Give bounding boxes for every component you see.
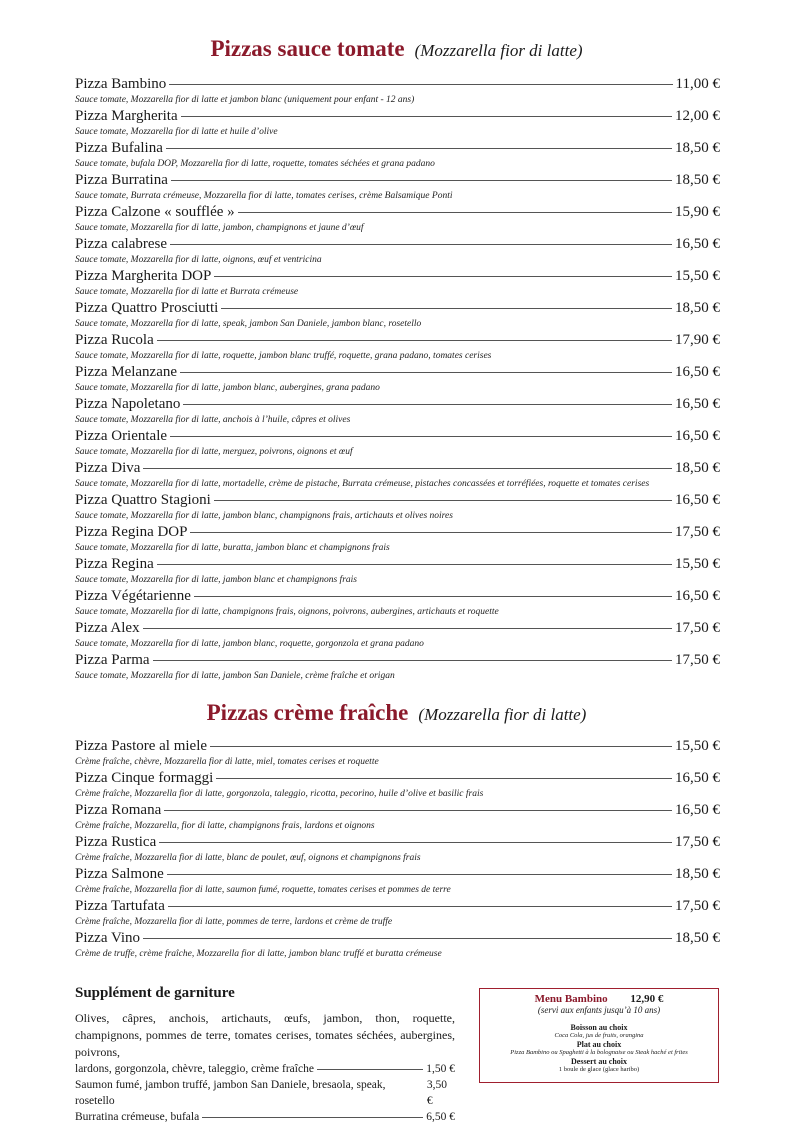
menu-item [75,491,720,523]
menu-item-row [75,267,720,286]
menu-item-price: 16,50 € [675,770,720,786]
menu-item-description: Sauce tomate, Mozzarella fior di latte, champignons frais, oignons, poivrons, aubergines, artichauts et roquette [75,607,499,617]
menu-item-price: 15,50 € [675,556,720,572]
menu-list-creme [75,737,720,961]
supplement-block [75,985,455,1125]
menu-item-row [75,363,720,382]
menu-item-row [75,75,720,94]
menu-item-name: Pizza Tartufata [75,898,165,914]
menu-item-description: Sauce tomate, Mozzarella fior di latte et Burrata crémeuse [75,287,299,297]
leader-line [167,874,672,875]
menu-item-row [75,299,720,318]
menu-item-price: 16,50 € [675,428,720,444]
leader-line [169,84,672,85]
bambino-drink-title: Boisson au choix [570,1023,628,1032]
section-subtitle: (Mozzarella fior di latte) [414,41,583,60]
menu-item-row [75,737,720,756]
leader-line [157,340,672,341]
menu-item-price: 17,50 € [675,834,720,850]
menu-item-name: Pizza Diva [75,460,141,476]
menu-item [75,75,720,107]
menu-item-name: Pizza Margherita DOP [75,268,212,284]
leader-line [317,1069,423,1070]
leader-line [166,148,672,149]
menu-item-price: 16,50 € [675,364,720,380]
supplement-line [75,1077,455,1109]
menu-item [75,395,720,427]
menu-item-price: 18,50 € [675,460,720,476]
menu-item [75,267,720,299]
bambino-header [480,993,718,1005]
supplement-title: Supplément de garniture [75,985,235,1001]
menu-item-name: Pizza Salmone [75,866,164,882]
menu-item-row [75,897,720,916]
menu-item-description: Sauce tomate, Mozzarella fior di latte, speak, jambon San Daniele, jambon blanc, rosetello [75,319,422,329]
menu-item [75,299,720,331]
leader-line [159,842,672,843]
supplement-line-price: 1,50 € [426,1063,455,1075]
menu-item [75,801,720,833]
menu-item-name: Pizza Regina [75,556,154,572]
menu-item [75,235,720,267]
leader-line [180,372,672,373]
menu-item-price: 18,50 € [675,140,720,156]
leader-line [221,308,672,309]
leader-line [170,436,672,437]
menu-item [75,331,720,363]
supplement-line-label: Burratina crémeuse, bufala [75,1111,200,1123]
menu-item-row [75,171,720,190]
menu-item-description: Crème fraîche, Mozzarella fior di latte, pommes de terre, lardons et crème de truffe [75,917,393,927]
menu-item-description: Crème fraîche, Mozzarella fior di latte, blanc de poulet, œuf, oignons et champignons frais [75,853,421,863]
menu-item-price: 15,50 € [675,738,720,754]
bambino-dish-text: Pizza Bambino ou Spaghetti à la bolognaise ou Steak haché et frites [510,1049,688,1056]
menu-bambino-box [479,988,719,1083]
menu-item-row [75,107,720,126]
leader-line [157,564,672,565]
menu-item-name: Pizza Rucola [75,332,154,348]
supplement-line [75,1109,455,1125]
menu-item-name: Pizza Quattro Stagioni [75,492,211,508]
bambino-note: (servi aux enfants jusqu’à 10 ans) [537,1005,661,1015]
menu-item-name: Pizza Margherita [75,108,178,124]
menu-item-name: Pizza Burratina [75,172,168,188]
menu-item-price: 18,50 € [675,172,720,188]
menu-item-row [75,331,720,350]
menu-item-name: Pizza Pastore al miele [75,738,208,754]
bambino-price: 12,90 € [630,993,664,1005]
leader-line [171,180,672,181]
menu-item [75,897,720,929]
menu-item-name: Pizza Cinque formaggi [75,770,214,786]
leader-line [183,404,672,405]
menu-item-name: Pizza Bambino [75,76,167,92]
menu-item [75,523,720,555]
menu-item [75,929,720,961]
section-subtitle: (Mozzarella fior di latte) [418,705,587,724]
menu-item-description: Crème fraîche, chèvre, Mozzarella fior di latte, miel, tomates cerises et roquette [75,757,379,767]
menu-item-description: Crème fraîche, Mozzarella fior di latte, gorgonzola, taleggio, ricotta, pecorino, huile d’olive et basilic frais [75,789,484,799]
menu-item-description: Sauce tomate, bufala DOP, Mozzarella fior di latte, roquette, tomates séchées et grana padano [75,159,435,169]
menu-item-price: 11,00 € [675,76,720,92]
leader-line [168,906,672,907]
menu-item-price: 12,00 € [675,108,720,124]
menu-item-price: 16,50 € [675,396,720,412]
menu-item-name: Pizza Calzone « soufflée » [75,204,235,220]
menu-item [75,427,720,459]
menu-item-price: 15,90 € [675,204,720,220]
menu-item-price: 16,50 € [675,492,720,508]
menu-item-price: 18,50 € [675,300,720,316]
menu-item-name: Pizza Melanzane [75,364,178,380]
leader-line [210,746,672,747]
menu-item [75,203,720,235]
menu-item-price: 15,50 € [675,268,720,284]
leader-line [190,532,672,533]
bambino-dish-title: Plat au choix [576,1040,622,1049]
leader-line [216,778,672,779]
menu-item-row [75,427,720,446]
supplement-line-label: lardons, gorgonzola, chèvre, taleggio, crème fraîche [75,1063,314,1075]
menu-item-name: Pizza Alex [75,620,140,636]
menu-item [75,107,720,139]
menu-item [75,833,720,865]
menu-item-row [75,491,720,510]
menu-item-row [75,929,720,948]
menu-item-price: 16,50 € [675,588,720,604]
leader-line [214,276,672,277]
menu-item [75,459,720,491]
menu-item [75,737,720,769]
menu-item-row [75,555,720,574]
menu-item-description: Sauce tomate, Mozzarella fior di latte, jambon blanc, roquette, gorgonzola et grana padano [75,639,424,649]
leader-line [170,244,672,245]
leader-line [194,596,672,597]
menu-item-name: Pizza Quattro Prosciutti [75,300,219,316]
menu-item [75,171,720,203]
menu-item-row [75,459,720,478]
menu-item-price: 16,50 € [675,802,720,818]
leader-line [153,660,672,661]
menu-item-name: Pizza Regina DOP [75,524,188,540]
leader-line [238,212,672,213]
menu-item-description: Sauce tomate, Mozzarella fior di latte, jambon blanc, champignons frais, artichauts et olives noires [75,511,453,521]
bambino-title: Menu Bambino [534,993,608,1005]
menu-item-row [75,587,720,606]
menu-item-row [75,139,720,158]
section-title-main: Pizzas sauce tomate [210,36,405,61]
supplement-text: Olives, câpres, anchois, artichauts, œufs, jambon, thon, roquette, champignons, pommes de terre, tomates cerises, tomates séchées, aubergines, poivrons, [75,1011,455,1059]
leader-line [143,468,672,469]
menu-item-description: Crème de truffe, crème fraîche, Mozzarella fior di latte, jambon blanc truffé et buratta crémeuse [75,949,442,959]
menu-item-name: Pizza Végétarienne [75,588,191,604]
menu-item-row [75,865,720,884]
menu-item-row [75,235,720,254]
menu-item-name: Pizza calabrese [75,236,168,252]
menu-item-row [75,523,720,542]
supplement-line-price: 6,50 € [426,1111,455,1123]
menu-item-name: Pizza Bufalina [75,140,163,156]
section-title-creme [0,700,793,726]
section-title-tomate [0,36,793,62]
menu-item-row [75,203,720,222]
menu-item-name: Pizza Parma [75,652,150,668]
menu-item-description: Crème fraîche, Mozzarella fior di latte, saumon fumé, roquette, tomates cerises et pommes de terre [75,885,451,895]
menu-item-description: Sauce tomate, Mozzarella fior di latte et huile d’olive [75,127,278,137]
menu-item-description: Sauce tomate, Mozzarella fior di latte, mortadelle, crème de pistache, Burrata crémeuse, pistaches concassées et torréfiées, roquette et tomates cerises [75,479,650,489]
bambino-drink-text: Coca Cola, jus de fruits, orangina [554,1032,644,1039]
menu-item-name: Pizza Vino [75,930,141,946]
menu-item-row [75,801,720,820]
supplement-line [75,1061,455,1077]
menu-item-row [75,769,720,788]
menu-item-row [75,395,720,414]
menu-item [75,651,720,683]
menu-item-price: 18,50 € [675,930,720,946]
menu-item-name: Pizza Orientale [75,428,168,444]
menu-item-price: 17,50 € [675,898,720,914]
menu-item-description: Sauce tomate, Mozzarella fior di latte, merguez, poivrons, oignons et œuf [75,447,353,457]
menu-item [75,587,720,619]
menu-item-description: Sauce tomate, Mozzarella fior di latte, roquette, jambon blanc truffé, roquette, grana padano, tomates cerises [75,351,492,361]
menu-item [75,769,720,801]
menu-item-name: Pizza Romana [75,802,162,818]
menu-item-description: Sauce tomate, Mozzarella fior di latte, oignons, œuf et ventricina [75,255,322,265]
menu-item-price: 18,50 € [675,866,720,882]
menu-item-description: Sauce tomate, Mozzarella fior di latte, anchois à l’huile, câpres et olives [75,415,351,425]
menu-item-row [75,651,720,670]
menu-item-price: 17,50 € [675,524,720,540]
menu-item-description: Sauce tomate, Mozzarella fior di latte, buratta, jambon blanc et champignons frais [75,543,390,553]
menu-item-price: 17,50 € [675,652,720,668]
menu-item-name: Pizza Napoletano [75,396,181,412]
menu-item-price: 17,50 € [675,620,720,636]
menu-item-price: 16,50 € [675,236,720,252]
menu-list-tomate [75,75,720,683]
menu-item-description: Sauce tomate, Burrata crémeuse, Mozzarella fior di latte, tomates cerises, crème Balsamique Ponti [75,191,453,201]
menu-item-description: Sauce tomate, Mozzarella fior di latte, jambon San Daniele, crème fraîche et origan [75,671,395,681]
section-title-main: Pizzas crème fraîche [206,700,409,725]
leader-line [181,116,672,117]
bambino-dessert-text: 1 boule de glace (glace haribo) [558,1066,640,1073]
leader-line [214,500,672,501]
leader-line [202,1117,423,1118]
menu-item-name: Pizza Rustica [75,834,157,850]
menu-item [75,139,720,171]
menu-item-description: Sauce tomate, Mozzarella fior di latte, jambon blanc, aubergines, grana padano [75,383,380,393]
menu-item-row [75,619,720,638]
menu-item [75,363,720,395]
menu-item [75,555,720,587]
bambino-dessert-title: Dessert au choix [571,1057,627,1066]
menu-item [75,619,720,651]
menu-item-description: Sauce tomate, Mozzarella fior di latte, jambon blanc et champignons frais [75,575,357,585]
supplement-line-label: Saumon fumé, jambon truffé, jambon San Daniele, bresaola, speak, rosetello [75,1079,386,1107]
leader-line [143,938,672,939]
leader-line [143,628,672,629]
menu-item [75,865,720,897]
menu-item-description: Crème fraîche, Mozzarella, fior di latte, champignons frais, lardons et oignons [75,821,375,831]
menu-item-description: Sauce tomate, Mozzarella fior di latte et jambon blanc (uniquement pour enfant - 12 ans) [75,95,415,105]
supplement-line-price: 3,50 € [426,1079,447,1107]
menu-item-row [75,833,720,852]
menu-item-price: 17,90 € [675,332,720,348]
menu-item-description: Sauce tomate, Mozzarella fior di latte, jambon, champignons et jaune d’œuf [75,223,364,233]
leader-line [164,810,672,811]
